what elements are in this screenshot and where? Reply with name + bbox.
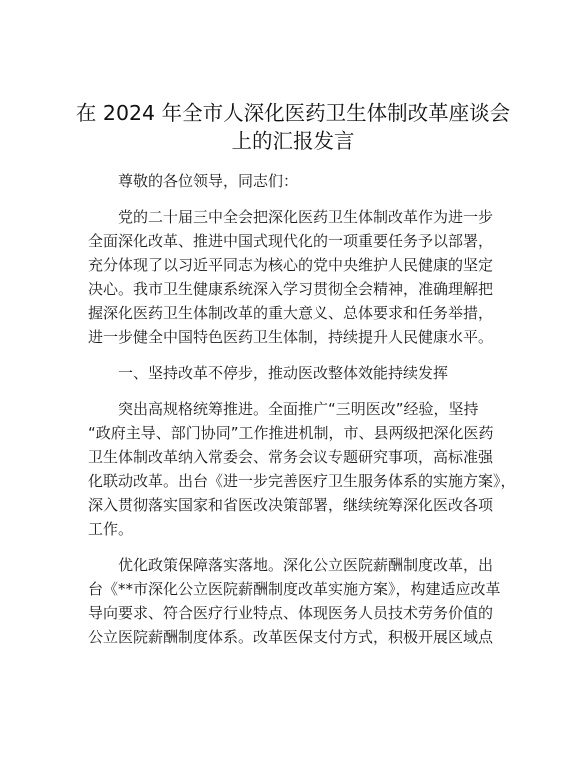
paragraph-line: 全面深化改革、推进中国式现代化的一项重要任务予以部署， [88, 232, 494, 250]
paragraph-line: 工作。 [88, 520, 134, 538]
paragraph-line: 突出高规格统筹推进。全面推广“三明医改”经验，坚持 [118, 400, 479, 418]
paragraph-line: 充分体现了以习近平同志为核心的党中央维护人民健康的坚定 [88, 256, 494, 274]
paragraph-line: 导向要求、符合医疗行业特点、体现医务人员技术劳务价值的 [88, 604, 494, 622]
section-heading: 一、坚持改革不停步，推动医改整体效能持续发挥 [118, 364, 449, 382]
paragraph-line: 公立医院薪酬制度体系。改革医保支付方式，积极开展区域点 [88, 628, 494, 646]
document-title-line-2: 上的汇报发言 [231, 129, 355, 153]
paragraph-line: 化联动改革。出台《进一步完善医疗卫生服务体系的实施方案》， [88, 472, 516, 490]
paragraph-line: 党的二十届三中全会把深化医药卫生体制改革作为进一步 [118, 208, 494, 226]
paragraph-line: 深入贯彻落实国家和省医改决策部署，继续统筹深化医改各项 [88, 496, 494, 514]
document-title-line-1: 在 2024 年全市人深化医药卫生体制改革座谈会 [75, 101, 511, 125]
salutation: 尊敬的各位领导，同志们： [118, 172, 299, 190]
paragraph-line: “政府主导、部门协同”工作推进机制，市、县两级把深化医药 [88, 424, 494, 442]
paragraph-line: 握深化医药卫生体制改革的重大意义、总体要求和任务举措， [88, 304, 494, 322]
paragraph-line: 卫生体制改革纳入常委会、常务会议专题研究事项，高标准强 [88, 448, 494, 466]
paragraph-line: 决心。我市卫生健康系统深入学习贯彻全会精神，准确理解把 [88, 280, 494, 298]
paragraph-line: 优化政策保障落实落地。深化公立医院薪酬制度改革，出 [118, 556, 494, 574]
paragraph-line: 台《**市深化公立医院薪酬制度改革实施方案》，构建适应改革 [88, 580, 501, 598]
paragraph-line: 进一步健全中国特色医药卫生体制，持续提升人民健康水平。 [88, 328, 494, 346]
